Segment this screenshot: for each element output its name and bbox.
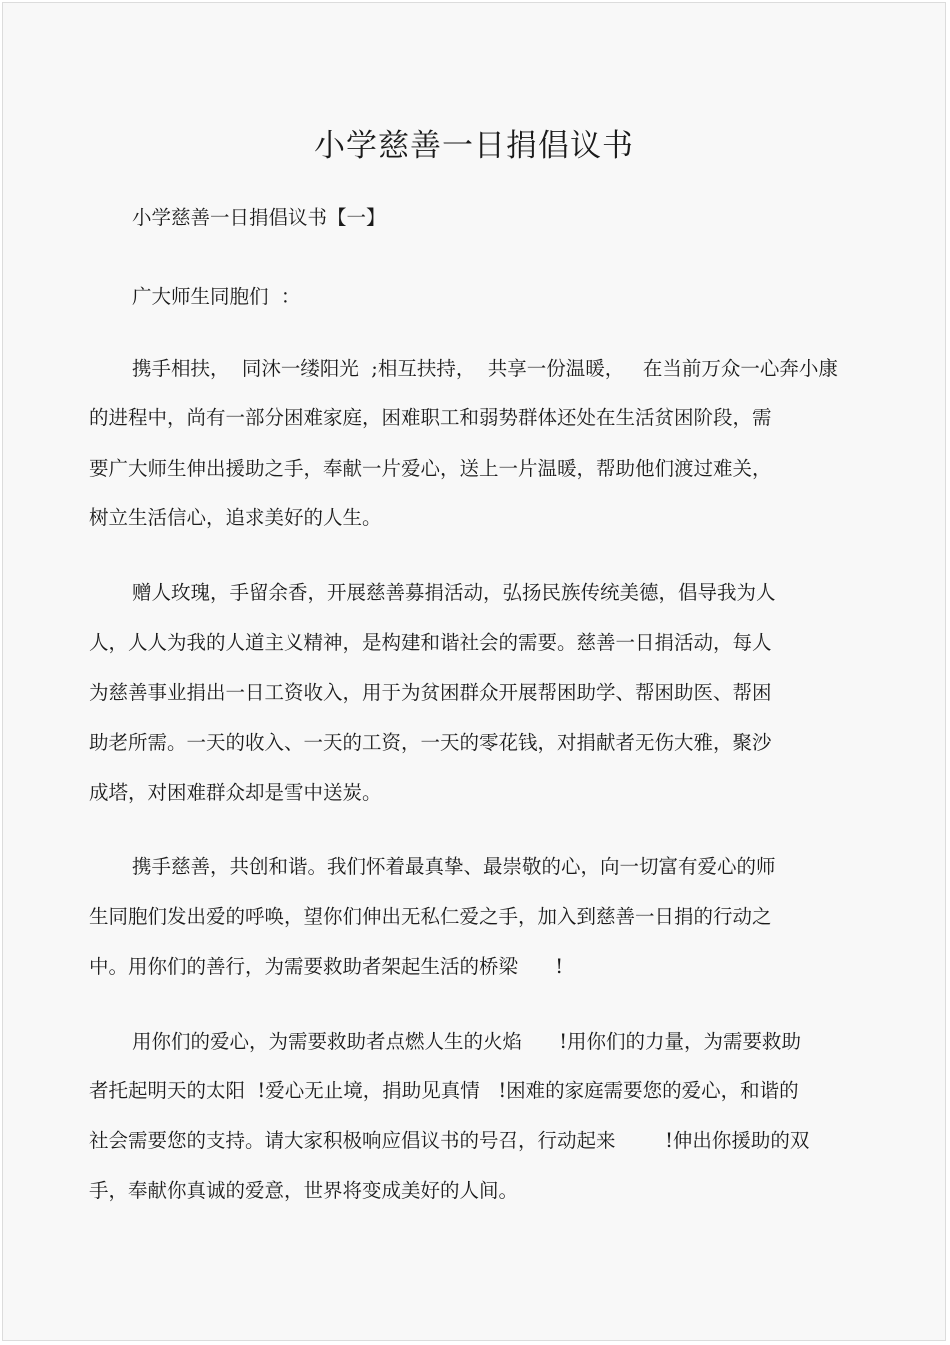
paragraph-line: 携手慈善，共创和谐。我们怀着最真挚、最崇敬的心，向一切富有爱心的师 xyxy=(132,855,776,878)
paragraph-line: 中。用你们的善行，为需要救助者架起生活的桥梁 ! xyxy=(89,955,564,978)
paragraph-line: 为慈善事业捐出一日工资收入，用于为贫困群众开展帮困助学、帮困助医、帮困 xyxy=(89,681,772,704)
document-subtitle: 小学慈善一日捐倡议书【一】 xyxy=(132,206,386,229)
paragraph-line: 的进程中，尚有一部分困难家庭，困难职工和弱势群体还处在生活贫困阶段，需 xyxy=(89,406,772,429)
paragraph-line: 手，奉献你真诚的爱意，世界将变成美好的人间。 xyxy=(89,1179,519,1202)
paragraph-line: 生同胞们发出爱的呼唤，望你们伸出无私仁爱之手，加入到慈善一日捐的行动之 xyxy=(89,905,772,928)
paragraph-line: 助老所需。一天的收入、一天的工资，一天的零花钱，对捐献者无伤大雅，聚沙 xyxy=(89,731,772,754)
document-page xyxy=(2,2,946,1341)
paragraph-line: 赠人玫瑰，手留余香，开展慈善募捐活动，弘扬民族传统美德，倡导我为人 xyxy=(132,581,776,604)
document-title: 小学慈善一日捐倡议书 xyxy=(314,128,634,164)
paragraph-line: 成塔，对困难群众却是雪中送炭。 xyxy=(89,781,382,804)
paragraph-line: 携手相扶， 同沐一缕阳光 ;相互扶持， 共享一份温暖， 在当前万众一心奔小康 xyxy=(132,357,838,380)
paragraph-line: 者托起明天的太阳 !爱心无止境，捐助见真情 !困难的家庭需要您的爱心，和谐的 xyxy=(89,1079,799,1102)
paragraph-line: 人，人人为我的人道主义精神，是构建和谐社会的需要。慈善一日捐活动，每人 xyxy=(89,631,772,654)
salutation: 广大师生同胞们 ： xyxy=(132,285,301,308)
paragraph-line: 社会需要您的支持。请大家积极响应倡议书的号召，行动起来 !伸出你援助的双 xyxy=(89,1129,810,1152)
paragraph-line: 用你们的爱心，为需要救助者点燃人生的火焰 !用你们的力量，为需要救助 xyxy=(132,1030,802,1053)
paragraph-line: 要广大师生伸出援助之手，奉献一片爱心，送上一片温暖，帮助他们渡过难关， xyxy=(89,457,772,480)
paragraph-line: 树立生活信心，追求美好的人生。 xyxy=(89,506,382,529)
